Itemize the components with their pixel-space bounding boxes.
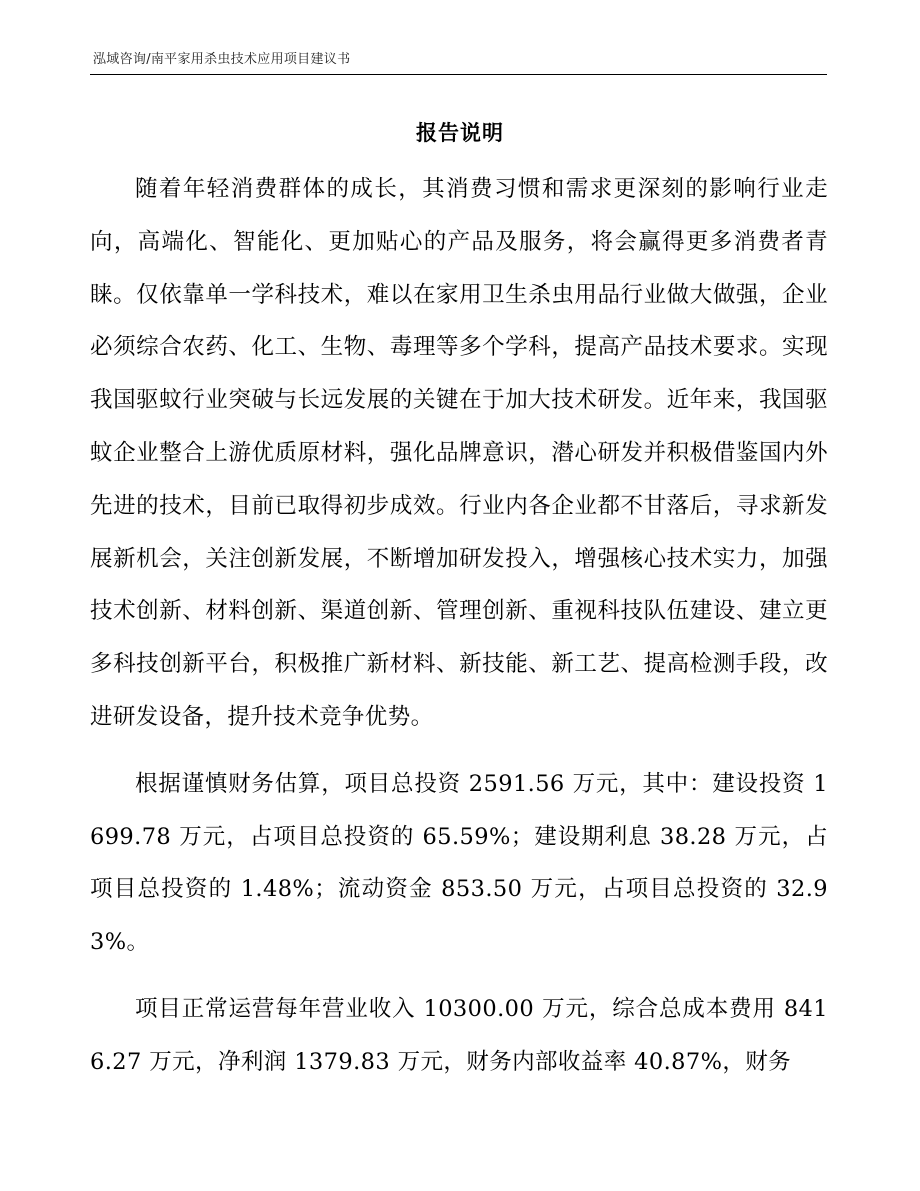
paragraph-investment-estimate: 根据谨慎财务估算，项目总投资 2591.56 万元，其中：建设投资 1699.78 万元，占项目总投资的 65.59%；建设期利息 38.28 万元，占项目总投资的 1.48%；流动资金 853.50 万元，占项目总投资的 32.93%。 [90, 770, 828, 956]
section-title: 报告说明 [416, 121, 504, 145]
paragraph-operating-returns: 项目正常运营每年营业收入 10300.00 万元，综合总成本费用 8416.27 万元，净利润 1379.83 万元，财务内部收益率 40.87%，财务 [90, 995, 828, 1075]
report-body [90, 163, 828, 1089]
paragraph-industry-background: 随着年轻消费群体的成长，其消费习惯和需求更深刻的影响行业走向，高端化、智能化、更加贴心的产品及服务，将会赢得更多消费者青睐。仅依靠单一学科技术，难以在家用卫生杀虫用品行业做大做强，企业必须综合农药、化工、生物、毒理等多个学科，提高产品技术要求。实现我国驱蚊行业突破与长远发展的关键在于加大技术研发。近年来，我国驱蚊企业整合上游优质原材料，强化品牌意识，潜心研发并积极借鉴国内外先进的技术，目前已取得初步成效。行业内各企业都不甘落后，寻求新发展新机会，关注创新发展，不断增加研发投入，增强核心技术实力，加强技术创新、材料创新、渠道创新、管理创新、重视科技队伍建设、建立更多科技创新平台，积极推广新材料、新技能、新工艺、提高检测手段，改进研发设备，提升技术竞争优势。 [90, 176, 828, 730]
running-header: 泓域咨询/南平家用杀虫技术应用项目建议书 [93, 52, 351, 67]
header-divider [90, 74, 827, 75]
